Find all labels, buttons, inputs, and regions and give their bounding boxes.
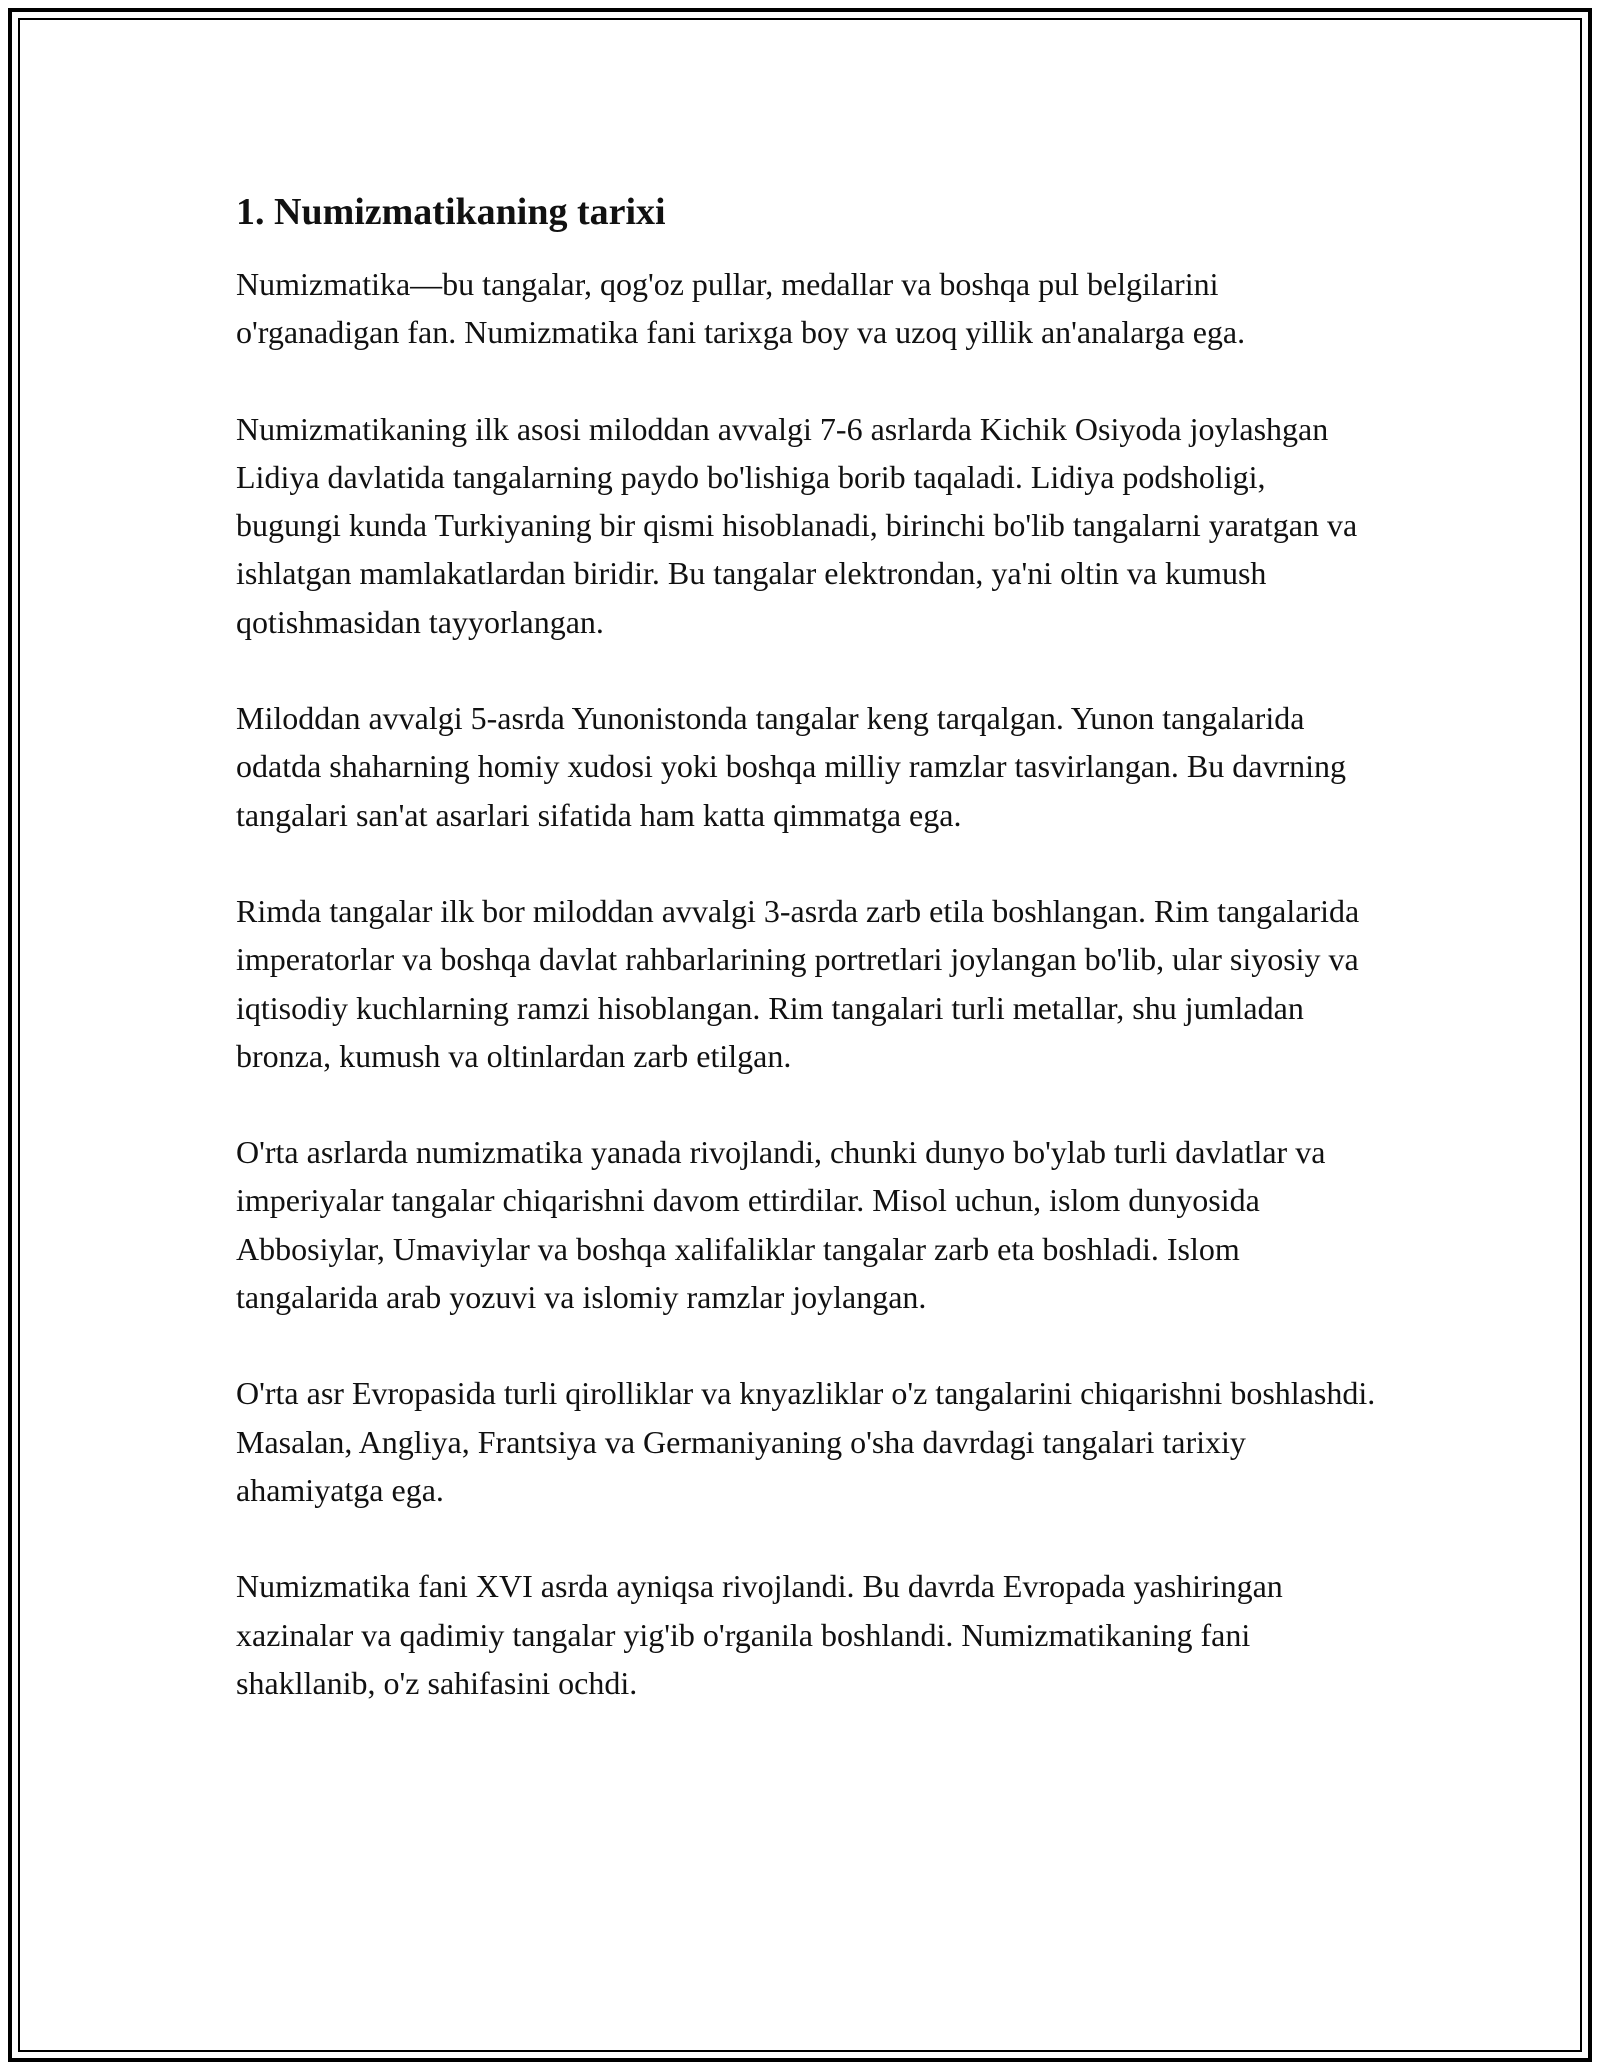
document-body bbox=[236, 188, 1376, 1755]
paragraph-rome: Rimda tangalar ilk bor miloddan avvalgi 3-asrda zarb etila boshlangan. Rim tangalarida imperatorlar va boshqa davlat rahbarlarining portretlari joylangan bo'lib, ular siyosiy va iqtisodiy kuchlarning ramzi hisoblangan. Rim tangalari turli metallar, shu jumladan bronza, kumush va oltinlardan zarb etilgan. bbox=[236, 892, 1360, 1074]
paragraph-middle-ages: O'rta asrlarda numizmatika yanada rivojlandi, chunki dunyo bo'ylab turli davlatlar va imperiyalar tangalar chiqarishni davom ettirdilar. Misol uchun, islom dunyosida Abbosiylar, Umaviylar va boshqa xalifaliklar tangalar zarb eta boshladi. Islom tangalarida arab yozuvi va islomiy ramzlar joylangan. bbox=[236, 1134, 1326, 1316]
paragraph-intro: Numizmatika—bu tangalar, qog'oz pullar, medallar va boshqa pul belgilarini o'rganadigan fan. Numizmatika fani tarixga boy va uzoq yillik an'analarga ega. bbox=[236, 266, 1246, 351]
paragraph-sixteenth-century: Numizmatika fani XVI asrda ayniqsa rivojlandi. Bu davrda Evropada yashiringan xazinalar va qadimiy tangalar yig'ib o'rganila boshlandi. Numizmatikaning fani shakllanib, o'z sahifasini ochdi. bbox=[236, 1568, 1283, 1701]
paragraph-medieval-europe: O'rta asr Evropasida turli qirolliklar va knyazliklar o'z tangalarini chiqarishni boshlashdi. Masalan, Angliya, Frantsiya va Germaniyaning o'sha davrdagi tangalari tarixiy ahamiyatga ega. bbox=[236, 1375, 1376, 1508]
paragraph-lydia: Numizmatikaning ilk asosi miloddan avvalgi 7-6 asrlarda Kichik Osiyoda joylashgan Lidiya davlatida tangalarning paydo bo'lishiga borib taqaladi. Lidiya podsholigi, bugungi kunda Turkiyaning bir qismi hisoblanadi, birinchi bo'lib tangalarni yaratgan va ishlatgan mamlakatlardan biridir. Bu tangalar elektrondan, ya'ni oltin va kumush qotishmasidan tayyorlangan. bbox=[236, 410, 1358, 640]
page-title: 1. Numizmatikaning tarixi bbox=[236, 191, 666, 233]
paragraph-greece: Miloddan avvalgi 5-asrda Yunonistonda tangalar keng tarqalgan. Yunon tangalarida odatda shaharning homiy xudosi yoki boshqa milliy ramzlar tasvirlangan. Bu davrning tangalari san'at asarlari sifatida ham katta qimmatga ega. bbox=[236, 700, 1347, 833]
